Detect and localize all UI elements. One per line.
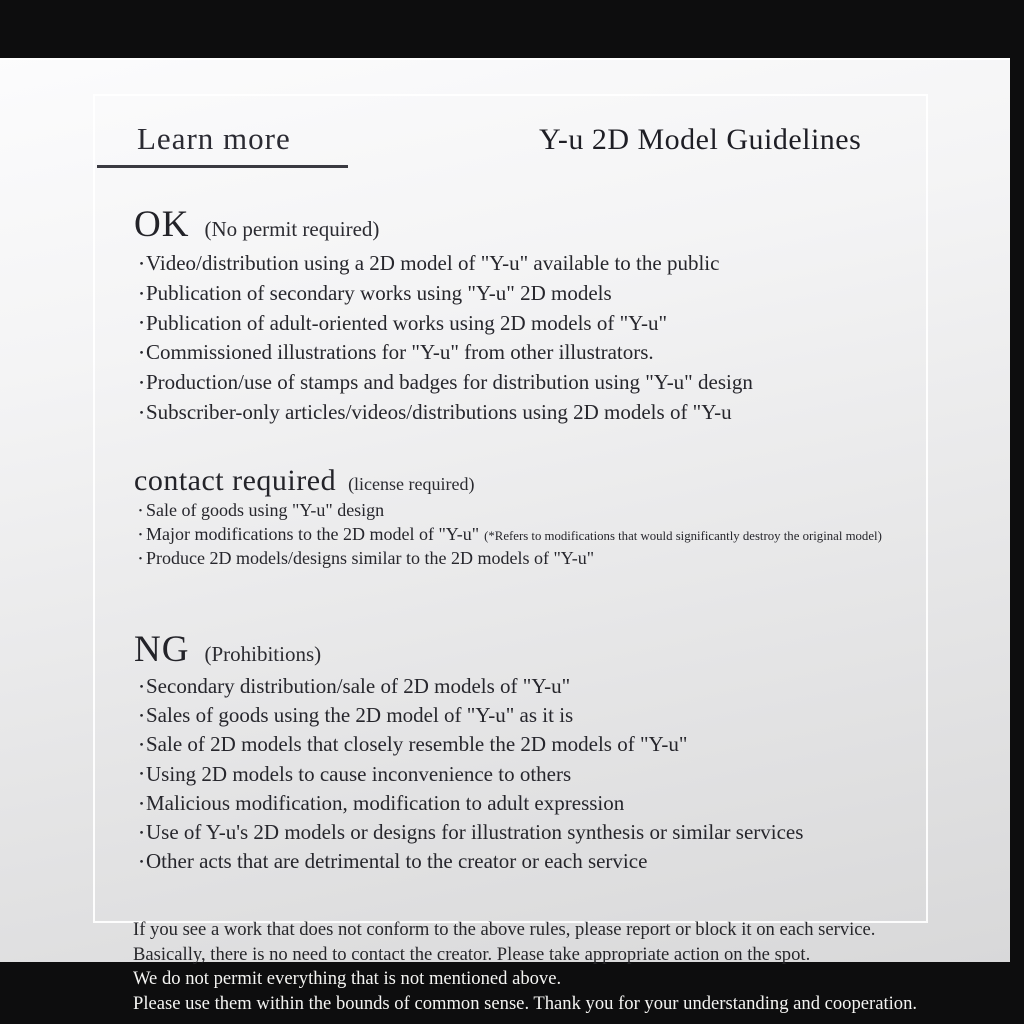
bullet-icon: ・ xyxy=(134,796,150,813)
bullet-icon: ・ xyxy=(134,526,147,542)
learn-more-underline xyxy=(97,165,348,168)
list-item xyxy=(134,523,882,548)
list-item-text: Secondary distribution/sale of 2D models of "Y-u" xyxy=(146,674,571,698)
footer-line-3: We do not permit everything that is not mentioned above. xyxy=(133,968,562,990)
list-item xyxy=(134,673,803,702)
list-item-text: Sale of goods using "Y-u" design xyxy=(146,500,385,520)
header-divider-line xyxy=(0,58,1010,60)
bullet-icon: ・ xyxy=(134,346,150,363)
section-ok-heading-label: OK xyxy=(134,204,190,245)
list-item xyxy=(134,848,803,877)
list-item-text: Video/distribution using a 2D model of "Y-u" available to the public xyxy=(146,251,720,275)
footer-line-1: If you see a work that does not conform to the above rules, please report or block it on each service. xyxy=(133,919,876,940)
list-item-text: Commissioned illustrations for "Y-u" from other illustrators. xyxy=(146,340,654,365)
list-item xyxy=(134,702,803,731)
list-item-text: Using 2D models to cause inconvenience to others xyxy=(146,761,572,786)
section-ok-heading xyxy=(134,203,379,246)
list-item-text: Publication of adult-oriented works using 2D models of "Y-u" xyxy=(146,310,668,335)
list-item xyxy=(134,309,753,339)
list-item-note: (*Refers to modifications that would significantly destroy the original model) xyxy=(484,528,882,543)
bullet-icon: ・ xyxy=(134,316,150,333)
list-item xyxy=(134,499,882,523)
section-ng-list xyxy=(134,673,803,877)
bullet-icon: ・ xyxy=(134,738,150,755)
list-item-text: Production/use of stamps and badges for distribution using "Y-u" design xyxy=(146,370,753,395)
list-item xyxy=(134,398,753,428)
learn-more-tab: Learn more xyxy=(137,121,291,156)
bullet-icon: ・ xyxy=(134,405,150,422)
footer-note xyxy=(133,918,917,1016)
bullet-icon: ・ xyxy=(134,286,150,303)
bullet-icon: ・ xyxy=(134,551,147,567)
list-item-text: Major modifications to the 2D model of "Y-u" xyxy=(146,523,480,544)
bullet-icon: ・ xyxy=(134,855,150,872)
bullet-icon: ・ xyxy=(134,767,150,784)
bullet-icon: ・ xyxy=(134,256,150,273)
section-ok-heading-note: (No permit required) xyxy=(204,217,380,241)
section-contact-heading-label: contact required xyxy=(134,464,337,497)
list-item-text: Malicious modification, modification to adult expression xyxy=(146,790,625,815)
section-ok-list xyxy=(134,249,753,428)
section-contact-heading-note: (license required) xyxy=(348,474,475,494)
list-item-text: Sale of 2D models that closely resemble the 2D models of "Y-u" xyxy=(146,732,688,757)
list-item xyxy=(134,279,753,309)
list-item-text: Other acts that are detrimental to the creator or each service xyxy=(146,849,648,874)
list-item xyxy=(134,790,803,819)
list-item-text: Publication of secondary works using "Y-u" 2D models xyxy=(146,280,612,305)
footer-line-2: Basically, there is no need to contact the creator. Please take appropriate action on the spot. xyxy=(133,943,811,965)
bullet-icon: ・ xyxy=(134,502,147,518)
bullet-icon: ・ xyxy=(134,709,150,725)
footer-line-4: Please use them within the bounds of common sense. Thank you for your understanding and cooperation. xyxy=(133,992,918,1014)
right-black-strip xyxy=(1010,0,1024,1024)
list-item xyxy=(134,249,753,279)
list-item xyxy=(134,338,753,368)
section-ng-heading xyxy=(134,628,321,671)
section-contact-list xyxy=(134,499,882,571)
list-item-text: Produce 2D models/designs similar to the 2D models of "Y-u" xyxy=(146,548,595,569)
top-black-bar xyxy=(0,0,1024,58)
list-item-text: Subscriber-only articles/videos/distributions using 2D models of "Y-u xyxy=(146,399,732,424)
list-item-text: Sales of goods using the 2D model of "Y-u" as it is xyxy=(146,703,574,728)
list-item xyxy=(134,819,803,848)
list-item xyxy=(134,761,803,790)
list-item-text: Use of Y-u's 2D models or designs for illustration synthesis or similar services xyxy=(146,820,804,845)
section-contact-heading xyxy=(134,464,475,498)
page-title: Y-u 2D Model Guidelines xyxy=(539,123,862,156)
bullet-icon: ・ xyxy=(134,375,150,392)
list-item xyxy=(134,731,803,760)
bullet-icon: ・ xyxy=(134,825,150,842)
bullet-icon: ・ xyxy=(134,679,150,696)
list-item xyxy=(134,368,753,398)
section-ng-heading-label: NG xyxy=(134,629,190,670)
section-ng-heading-note: (Prohibitions) xyxy=(204,642,322,666)
list-item xyxy=(134,547,882,571)
